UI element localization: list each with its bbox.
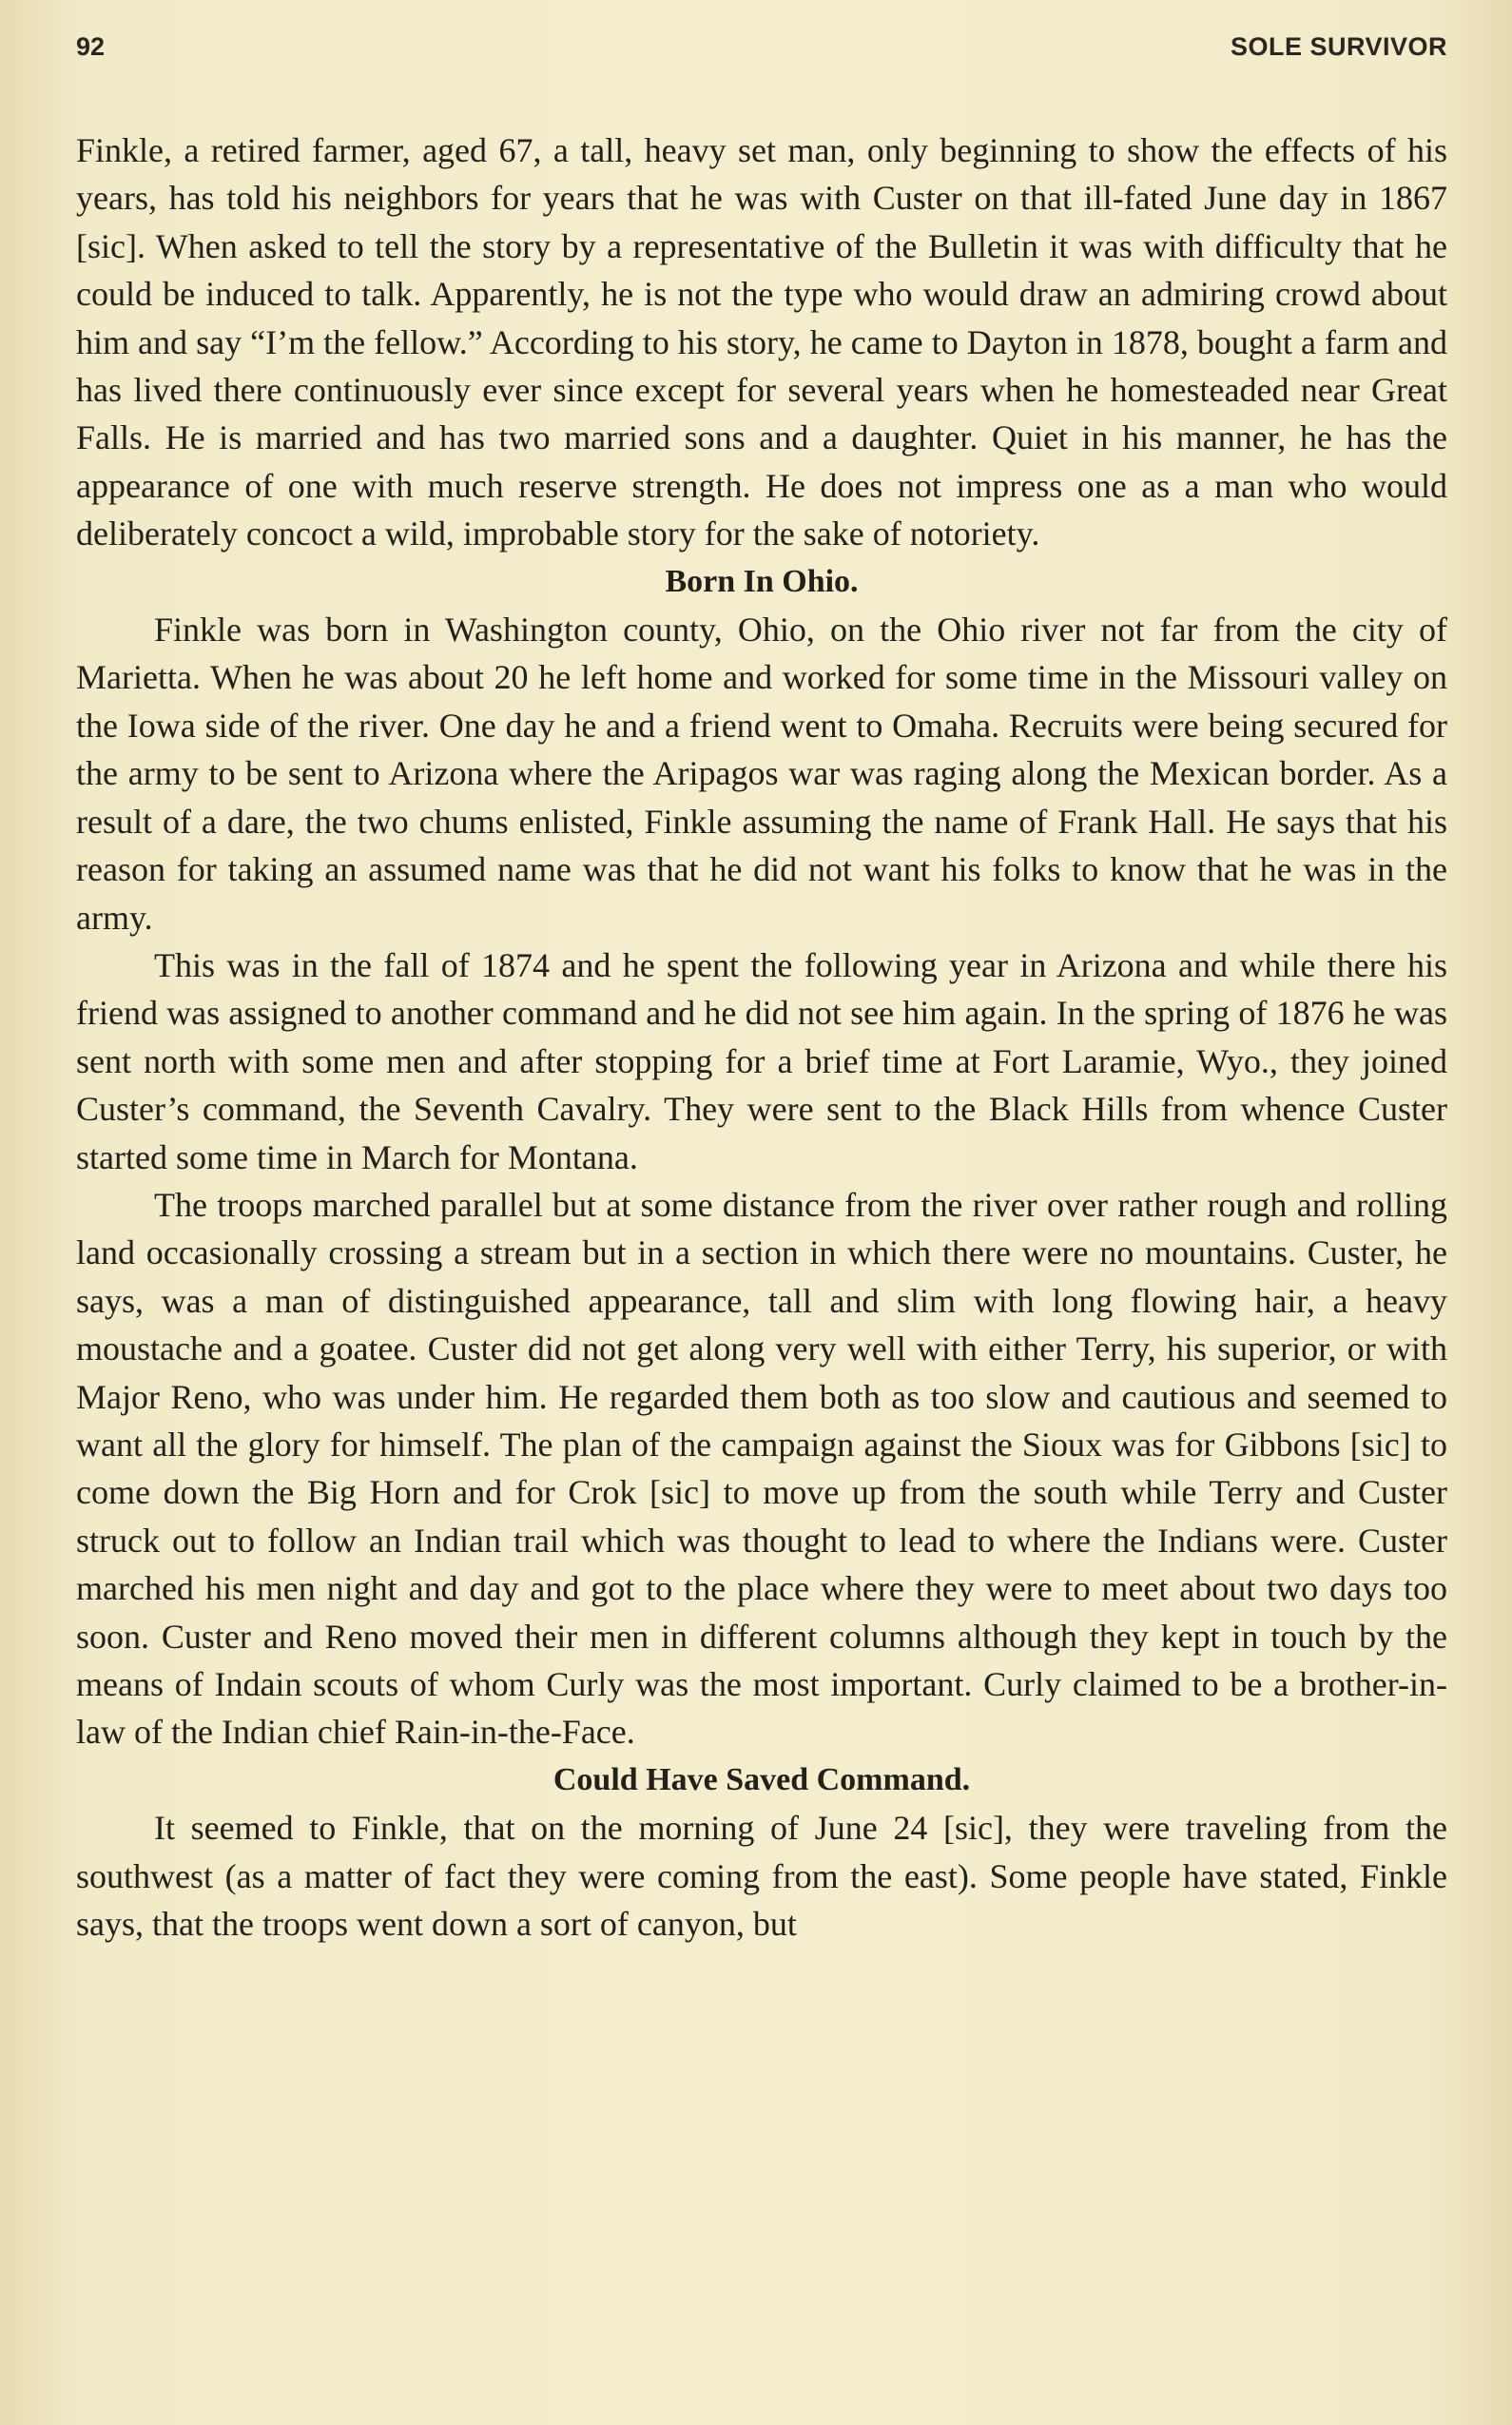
running-head xyxy=(76,32,1447,70)
section-heading-born-in-ohio: Born In Ohio. xyxy=(665,563,859,599)
paragraph-3: This was in the fall of 1874 and he spent the following year in Arizona and while there his friend was assigned to another command and he did not see him again. In the spring of 1876 he was sent north with some men and after stopping for a brief time at Fort Laramie, Wyo., they joined Custer’s command, the Seventh Cavalry. They were sent to the Black Hills from whence Custer started some time in March for Montana. xyxy=(76,945,1447,1176)
paragraph-4: The troops marched parallel but at some distance from the river over rather rough and rolling land occasionally crossing a stream but in a section in which there were no mountains. Custer, he says, was a man of distinguished appearance, tall and slim with long flowing hair, a heavy moustache and a goatee. Custer did not get along very well with either Terry, his superior, or with Major Reno, who was under him. He regarded them both as too slow and cautious and seemed to want all the glory for himself. The plan of the campaign against the Sioux was for Gibbons [sic] to come down the Big Horn and for Crok [sic] to move up from the south while Terry and Custer struck out to follow an Indian trail which was thought to lead to where the Indians were. Custer marched his men night and day and got to the place where they were to meet about two days too soon. Custer and Reno moved their men in different columns although they kept in touch by the means of Indain scouts of whom Curly was the most important. Curly claimed to be a brother-in-law of the Indian chief Rain-in-the-Face. xyxy=(76,1185,1447,1752)
page-number: 92 xyxy=(76,32,106,61)
paragraph-5: It seemed to Finkle, that on the morning of June 24 [sic], they were traveling from the southwest (as a matter of fact they were coming from the east). Some people have stated, Finkle says, that the troops went down a sort of canyon, but xyxy=(76,1809,1447,1944)
running-title: SOLE SURVIVOR xyxy=(1230,32,1447,61)
section-heading-could-have-saved-command: Could Have Saved Command. xyxy=(552,1761,971,1797)
paragraph-1: Finkle, a retired farmer, aged 67, a tall, heavy set man, only beginning to show the effects of his years, has told his neighbors for years that he was with Custer on that ill-fated June day in 1867 [sic]. When asked to tell the story by a representative of the Bulletin it was with difficulty that he could be induced to talk. Apparently, he is not the type who would draw an admiring crowd about him and say “I’m the fellow.” According to his story, he came to Dayton in 1878, bought a farm and has lived there continuously ever since except for several years when he homesteaded near Great Falls. He is married and has two married sons and a daughter. Quiet in his manner, he has the appearance of one with much reserve strength. He does not impress one as a man who would deliberately concoct a wild, improbable story for the sake of notoriety. xyxy=(76,131,1447,553)
paragraph-2: Finkle was born in Washington county, Ohio, on the Ohio river not far from the city of Marietta. When he was about 20 he left home and worked for some time in the Missouri valley on the Iowa side of the river. One day he and a friend went to Omaha. Recruits were being secured for the army to be sent to Arizona where the Aripagos war was raging along the Mexican border. As a result of a dare, the two chums enlisted, Finkle assuming the name of Frank Hall. He says that his reason for taking an assumed name was that he did not want his folks to know that he was in the army. xyxy=(76,611,1447,937)
body-text xyxy=(76,126,1447,1948)
